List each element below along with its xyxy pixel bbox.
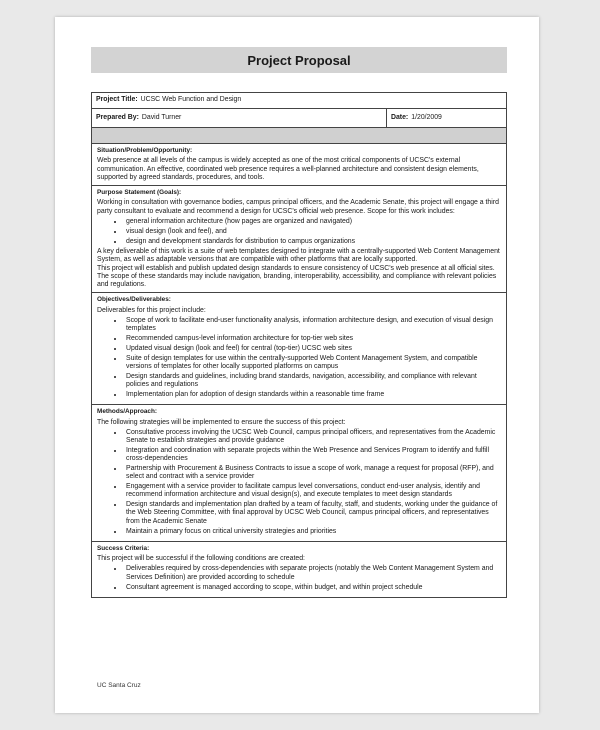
list-item: • Maintain a primary focus on critical university strategies and priorities [124,528,501,536]
document-page [55,17,539,713]
purpose-paragraph-3: This project will establish and publish updated design standards to ensure consistency of UCSC's web presence at all official sites. The scope of these standards may include navigation, branding, interoperability, accessibility, and compliance with relevant policies and regulations. [97,264,497,289]
purpose-section [92,186,506,293]
footer-text: UC Santa Cruz [97,682,141,689]
success-label: Success Criteria: [97,544,150,552]
proposal-form [91,92,507,598]
date-cell [387,109,506,127]
objectives-label: Objectives/Deliverables: [97,296,171,304]
situation-text: Web presence at all levels of the campus is widely accepted as one of the most critical components of UCSC's external communication. An effective, coordinated web presence requires a well-planned architecture and consistent design elements, supported by agreed standards, procedures, and tools. [97,157,479,181]
list-item: • Implementation plan for adoption of design standards within a reasonable time frame [124,391,501,399]
situation-section [92,144,506,186]
prepared-by-row [92,109,506,128]
document-title: Project Proposal [91,47,507,73]
list-item: • Updated visual design (look and feel) for central (top-tier) UCSC web sites [124,345,501,353]
list-item: • Scope of work to facilitate end-user functionality analysis, information architecture design, and execution of visual design templates [124,317,501,334]
methods-section [92,405,506,542]
purpose-list [97,218,501,246]
success-section [92,542,506,597]
list-item: • Consultant agreement is managed according to scope, within budget, and within project schedule [124,584,501,592]
situation-label: Situation/Problem/Opportunity: [97,147,193,154]
project-title-row [92,93,506,109]
methods-label: Methods/Approach: [97,408,157,416]
prepared-by-label: Prepared By: [96,113,139,121]
list-item: • Recommended campus-level information architecture for top-tier web sites [124,335,501,343]
success-intro: This project will be successful if the following conditions are created: [97,555,305,563]
list-item: • Consultative process involving the UCSC Web Council, campus principal officers, and representatives from the Academic Senate to establish strategies and provide guidance [124,429,501,446]
methods-list [97,429,501,536]
success-list [97,565,501,591]
objectives-list [97,317,501,399]
objectives-intro: Deliverables for this project include: [97,306,206,314]
list-item: • Integration and coordination with separate projects within the Web Presence and Services Program to identify and fulfill cross-dependencies [124,447,501,464]
list-item: • Deliverables required by cross-dependencies with separate projects (notably the Web Content Management System and Services Definition) are provided according to schedule [124,565,501,582]
prepared-by-value: David Turner [141,113,182,121]
project-title-label: Project Title: [96,96,138,104]
list-item: • Design standards and implementation plan drafted by a team of faculty, staff, and students, working under the guidance of the Web Steering Committee, with final approval by UCSC Web Council, campus principal officers, and representatives from the Academic Senate [124,501,501,526]
list-item: • Engagement with a service provider to facilitate campus level conversations, conduct end-user analysis, identify and recommend information architecture and visual design(s), and execute templates to meet design standards [124,483,501,500]
prepared-by-cell [92,109,387,127]
list-item: • Partnership with Procurement & Business Contracts to issue a scope of work, manage a request for proposal (RFP), and select and contract with a service provider [124,465,501,482]
list-item: • Design standards and guidelines, including brand standards, navigation, accessibility, and compliance with relevant policies and regulations [124,373,501,390]
list-item: • design and development standards for distribution to campus organizations [124,238,501,246]
date-value: 1/20/2009 [411,113,442,121]
separator-band [92,128,506,144]
methods-intro: The following strategies will be implemented to ensure the success of this project: [97,418,346,426]
list-item: • visual design (look and feel), and [124,228,501,236]
purpose-intro: Working in consultation with governance bodies, campus principal officers, and the Academic Senate, this project will engage a third party consultant to evaluate and recommend a design for UCSC's official web presence. Scope for this work includes: [97,199,499,215]
objectives-section [92,293,506,405]
project-title-value: UCSC Web Function and Design [140,96,242,104]
date-label: Date: [391,113,409,121]
list-item: • general information architecture (how pages are organized and navigated) [124,218,501,226]
list-item: • Suite of design templates for use within the centrally-supported Web Content Management System, and compatible versions of templates for other locally supported platforms on campus [124,355,501,372]
purpose-paragraph-2: A key deliverable of this work is a suite of web templates designed to integrate with a centrally-supported Web Content Management System, as well as adaptable versions that are compatible with other platforms that are locally supported. [97,247,500,264]
purpose-label: Purpose Statement (Goals): [97,189,182,197]
